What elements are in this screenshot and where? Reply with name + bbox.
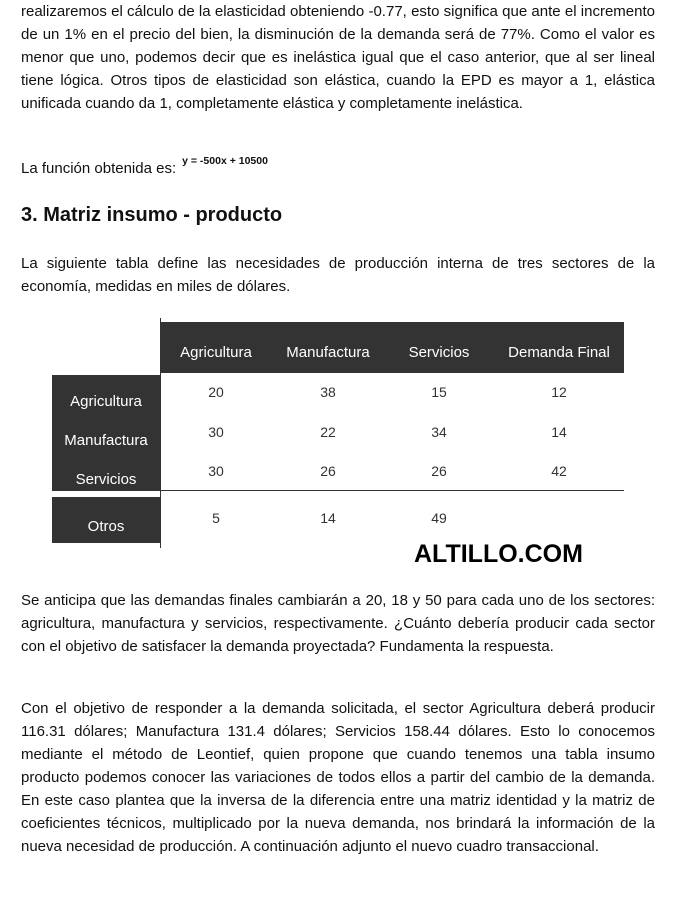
- divider: [160, 372, 624, 373]
- col-header: Servicios: [408, 344, 470, 361]
- col-header: Demanda Final: [508, 344, 610, 361]
- paragraph-question: Se anticipa que las demandas finales cambiarán a 20, 18 y 50 para cada uno de los sectores: agricultura, manufactura y servicios, respectivamente. ¿Cuánto debería producir cada sector con el objetivo de satisfacer la demanda proyectada? Fundamenta la respuesta.: [21, 592, 655, 655]
- table-cell: 38: [320, 384, 336, 400]
- row-header: Servicios: [75, 471, 137, 488]
- table-cell: 12: [551, 384, 567, 400]
- function-line: [21, 155, 268, 177]
- divider: [52, 490, 624, 491]
- table-cell: 5: [212, 510, 220, 526]
- function-equation: y = -500x + 10500: [182, 155, 268, 167]
- table-cell: 26: [320, 463, 336, 479]
- table-cell: 30: [208, 463, 224, 479]
- table-cell: 30: [208, 424, 224, 440]
- table-cell: 34: [431, 424, 447, 440]
- function-label: La función obtenida es:: [21, 160, 177, 177]
- paragraph-table-intro: La siguiente tabla define las necesidades de producción interna de tres sectores de la economía, medidas en miles de dólares.: [21, 255, 655, 295]
- section-heading: 3. Matriz insumo - producto: [21, 204, 283, 226]
- watermark-logo: ALTILLO.COM: [414, 540, 583, 568]
- table-cell: 14: [320, 510, 336, 526]
- row-header: Agricultura: [70, 393, 142, 410]
- table-cell: 15: [431, 384, 447, 400]
- table-cell: 14: [551, 424, 567, 440]
- paragraph-elasticity: realizaremos el cálculo de la elasticidad obteniendo -0.77, esto significa que ante el incremento de un 1% en el precio del bien, la disminución de la demanda será de 77%. Como el valor es menor que uno, podemos decir que es inelástica igual que el caso anterior, que al ser lineal tiene lógica. Otros tipos de elasticidad son elástica, cuando la EPD es mayor a 1, elástica unificada cuando da 1, completamente elástica y completamente inelástica.: [21, 3, 655, 112]
- table-cell: 26: [431, 463, 447, 479]
- col-header: Manufactura: [286, 344, 370, 361]
- divider: [160, 318, 161, 548]
- paragraph-answer: Con el objetivo de responder a la demanda solicitada, el sector Agricultura deberá producir 116.31 dólares; Manufactura 131.4 dólares; Servicios 158.44 dólares. Esto lo conocemos mediante el método de Leontief, quien propone que cuando tenemos una tabla insumo producto podemos conocer las variaciones de todos ellos a partir del cambio de la demanda. En este caso plantea que la inversa de la diferencia entre una matriz identidad y la matriz de coeficientes técnicos, multiplicado por la nueva demanda, nos brindará la información de la nueva necesidad de producción. A continuación adjunto el nuevo cuadro transaccional.: [21, 700, 655, 855]
- table-cell: 22: [320, 424, 336, 440]
- col-header: Agricultura: [180, 344, 252, 361]
- row-header: Manufactura: [64, 432, 148, 449]
- table-cell: 42: [551, 463, 567, 479]
- row-header: Otros: [87, 518, 125, 535]
- table-cell: 49: [431, 510, 447, 526]
- table-cell: 20: [208, 384, 224, 400]
